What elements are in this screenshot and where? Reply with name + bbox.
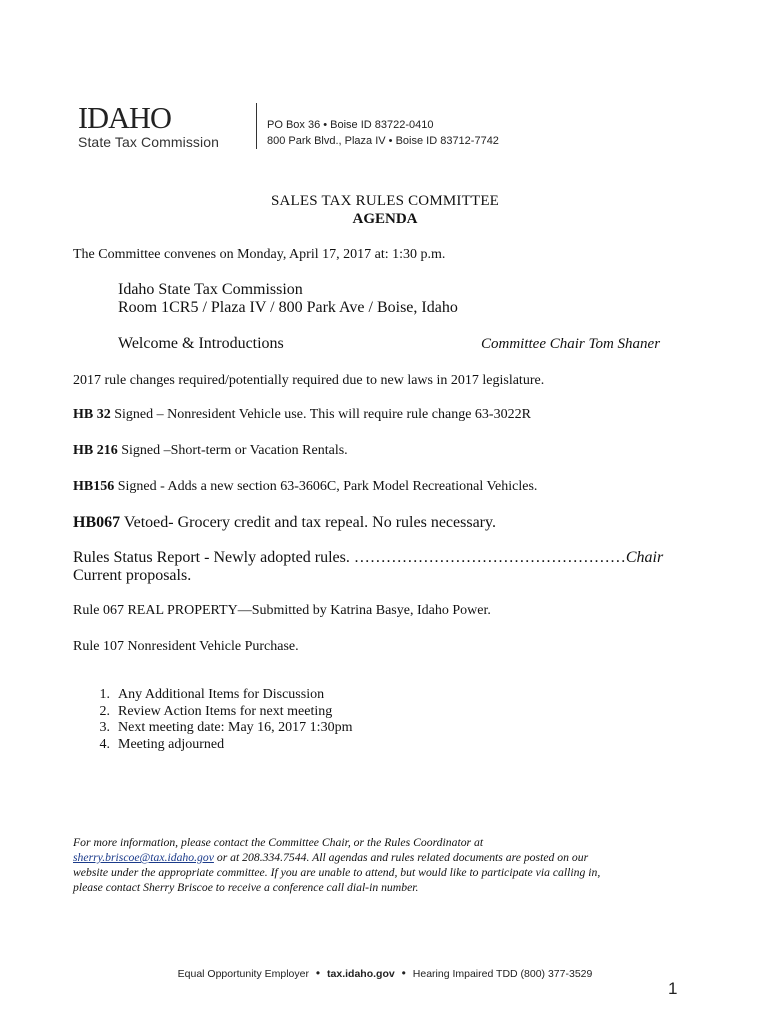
- status-report-chair: Chair: [625, 549, 664, 566]
- welcome-item: Welcome & Introductions: [118, 335, 284, 352]
- list-item-text: Any Additional Items for Discussion: [118, 687, 325, 702]
- rule-item: Rule 067 REAL PROPERTY—Submitted by Katrina Basye, Idaho Power.: [73, 603, 491, 618]
- bill-id: HB 32: [73, 407, 111, 422]
- rule-changes-note: 2017 rule changes required/potentially required due to new laws in 2017 legislature.: [73, 373, 545, 388]
- bill-id: HB156: [73, 479, 115, 494]
- bill-item: [73, 514, 496, 532]
- committee-chair: Committee Chair Tom Shaner: [481, 336, 661, 352]
- location-address: Room 1CR5 / Plaza IV / 800 Park Ave / Boise, Idaho: [118, 299, 458, 316]
- bill-text: Signed – Nonresident Vehicle use. This will require rule change 63-3022R: [110, 407, 531, 422]
- list-item-number: 3.: [99, 720, 110, 735]
- coordinator-email-link[interactable]: sherry.briscoe@tax.idaho.gov: [73, 851, 214, 864]
- list-item: [90, 720, 352, 737]
- footer-employer: Equal Opportunity Employer: [177, 968, 309, 980]
- bill-item: [73, 407, 531, 423]
- logo-subtitle: State Tax Commission: [78, 134, 220, 150]
- status-report-text: Rules Status Report - Newly adopted rules. ……………………………………………: [73, 549, 626, 566]
- list-item-text: Review Action Items for next meeting: [118, 703, 333, 719]
- list-item: [90, 704, 352, 721]
- committee-title: SALES TAX RULES COMMITTEE: [270, 193, 500, 209]
- list-item-number: 2.: [99, 703, 110, 719]
- letterhead-divider: [256, 103, 257, 149]
- address-line-1: PO Box 36 • Boise ID 83722-0410: [267, 119, 434, 131]
- agenda-title: AGENDA: [352, 211, 418, 227]
- footer-bullet: •: [315, 966, 321, 980]
- current-proposals: Current proposals.: [73, 567, 192, 584]
- bill-item: [73, 479, 537, 495]
- footnote-line-1: For more information, please contact the Committee Chair, or the Rules Coordinator at: [73, 836, 484, 849]
- footnote-line-3: website under the appropriate committee. If you are unable to attend, but would like to participate via calling in,: [73, 866, 601, 879]
- bill-id: HB 216: [73, 443, 118, 458]
- contact-footnote: [73, 835, 713, 895]
- footnote-line-2: [73, 850, 713, 865]
- convene-statement: The Committee convenes on Monday, April 17, 2017 at: 1:30 p.m.: [73, 247, 446, 262]
- list-item-text: Meeting adjourned: [118, 736, 225, 752]
- bill-text: Signed - Adds a new section 63-3606C, Park Model Recreational Vehicles.: [114, 479, 538, 494]
- footer-tdd: Hearing Impaired TDD (800) 377-3529: [412, 968, 593, 980]
- idaho-tax-logo: [78, 100, 248, 152]
- address-line-2: 800 Park Blvd., Plaza IV • Boise ID 83712-7742: [267, 135, 499, 147]
- bill-id: HB067: [73, 514, 121, 531]
- footnote-line-4: please contact Sherry Briscoe to receive a conference call dial-in number.: [73, 881, 419, 894]
- rule-item: Rule 107 Nonresident Vehicle Purchase.: [73, 639, 299, 654]
- footer-website: tax.idaho.gov: [327, 968, 395, 980]
- page-footer: [0, 966, 770, 980]
- bill-text: Signed –Short-term or Vacation Rentals.: [117, 443, 348, 458]
- bill-item: [73, 443, 348, 459]
- list-item-number: 4.: [99, 736, 110, 752]
- logo-word: IDAHO: [78, 100, 171, 135]
- footnote-line-2-text: or at 208.334.7544. All agendas and rules related documents are posted on our: [213, 851, 589, 864]
- location-name: Idaho State Tax Commission: [118, 281, 303, 298]
- agenda-items-list: [90, 687, 352, 753]
- status-report: [73, 549, 663, 567]
- page-number: 1: [668, 979, 678, 998]
- footer-bullet: •: [401, 966, 406, 980]
- list-item-text: Next meeting date: May 16, 2017 1:30pm: [118, 720, 353, 735]
- bill-text: Vetoed- Grocery credit and tax repeal. No rules necessary.: [120, 514, 496, 531]
- list-item: [90, 737, 352, 754]
- list-item-number: 1.: [99, 687, 110, 702]
- list-item: [90, 687, 352, 704]
